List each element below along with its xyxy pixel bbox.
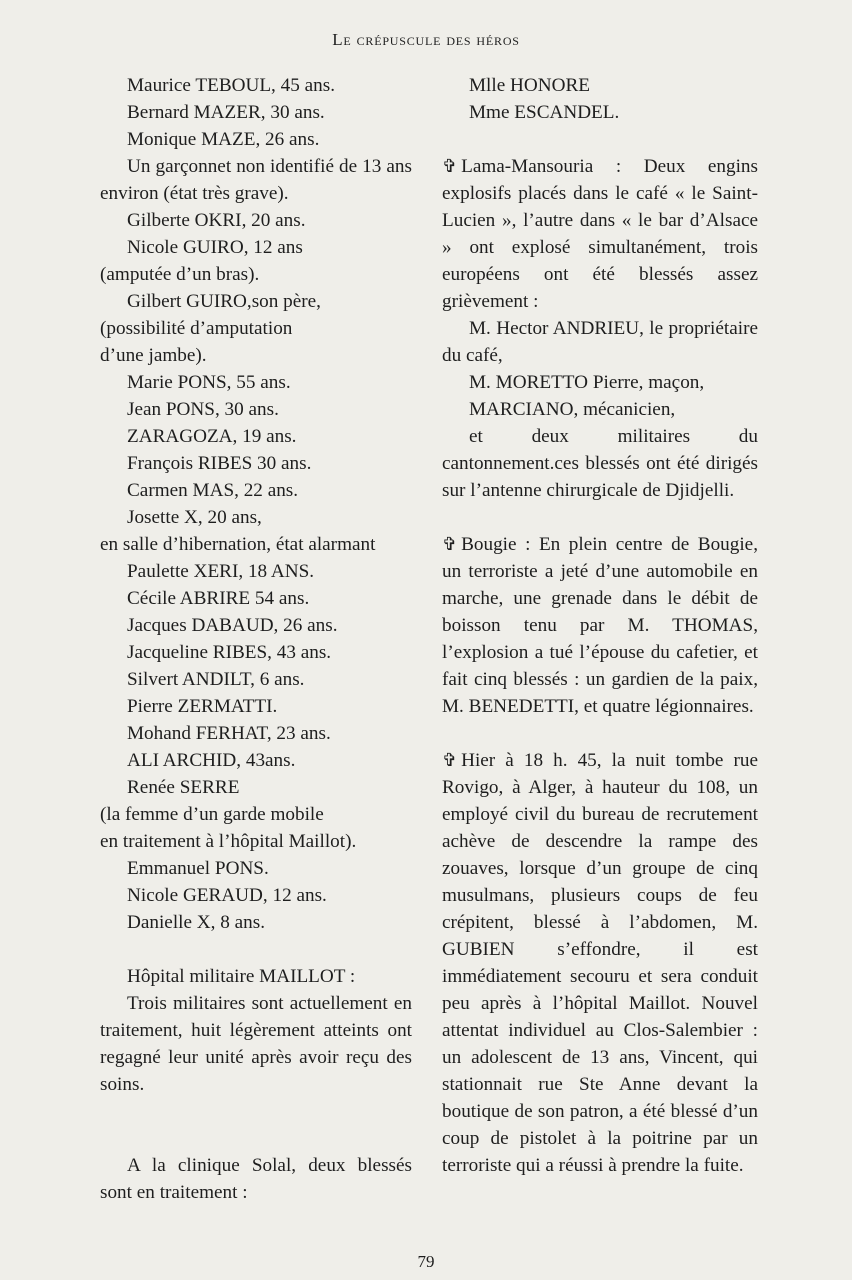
victim-note: (amputée d’un bras).	[100, 264, 260, 285]
victim-name: Pierre ZERMATTI.	[127, 696, 278, 717]
lama-paragraph: ✞ Lama-Mansouria : Deux engins explosifs placés dans le café « le Saint-Lucien », l’autre dans « le bar d’Alsace » ont explosé simultanément, trois européens ont été blessés assez grièvement :	[442, 156, 758, 312]
hier-paragraph: ✞ Hier à 18 h. 45, la nuit tombe rue Rovigo, à Alger, à hauteur du 108, un employé civil du bureau de recrutement achève de descendre la rampe des zouaves, lorsque d’un groupe de cinq musulmans, plusieurs coups de feu crépitent, blessé à l’abdomen, M. GUBIEN s’effondre, il est immédiatement secouru et sera conduit peu après à l’hôpital Maillot. Nouvel attentat individuel au Clos-Salembier : un adolescent de 13 ans, Vincent, qui stationnait rue Ste Anne devant la boutique de son patron, a été blessé d’un coup de pistolet à la poitrine par un terroriste qui a réussi à prendre la fuite.	[442, 750, 758, 1176]
victim-name: Jean PONS, 30 ans.	[127, 399, 279, 420]
victim-note: d’une jambe).	[100, 345, 207, 366]
victim-name: Silvert ANDILT, 6 ans.	[127, 669, 305, 690]
hospital-heading: Hôpital militaire MAILLOT :	[127, 966, 356, 987]
andrieu-line: M. Hector ANDRIEU, le propriétaire du café,	[442, 318, 758, 366]
victim-name: Nicole GUIRO, 12 ans	[127, 237, 303, 258]
victim-name: Renée SERRE	[127, 777, 240, 798]
victim-name: François RIBES 30 ans.	[127, 453, 312, 474]
hospital-paragraph: Trois militaires sont actuellement en traitement, huit légèrement atteints ont regagné leur unité après avoir reçu des soins.	[100, 993, 412, 1095]
victim-name: Josette X, 20 ans,	[127, 507, 262, 528]
victim-name: Nicole GERAUD, 12 ans.	[127, 885, 327, 906]
victim-name: Mlle HONORE	[469, 75, 590, 96]
victim-name: Mme ESCANDEL.	[469, 102, 620, 123]
cross-icon: ✞	[442, 156, 458, 176]
victim-name: Mohand FERHAT, 23 ans.	[127, 723, 331, 744]
victim-note: en salle d’hibernation, état alarmant	[100, 534, 376, 555]
victim-name: Paulette XERI, 18 ANS.	[127, 561, 315, 582]
victim-name: ALI ARCHID, 43ans.	[127, 750, 296, 771]
clinic-paragraph: A la clinique Solal, deux blessés sont en traitement :	[100, 1155, 412, 1203]
right-column	[442, 72, 758, 1233]
victim-note: (la femme d’un garde mobile	[100, 804, 324, 825]
victim-name: Marie PONS, 55 ans.	[127, 372, 291, 393]
moretto-line: M. MORETTO Pierre, maçon,	[469, 372, 705, 393]
bougie-paragraph: ✞ Bougie : En plein centre de Bougie, un terroriste a jeté d’une automobile en marche, une grenade dans le débit de boisson tenu par M. THOMAS, l’explosion a tué l’épouse du cafetier, et fait cinq blessés : un gardien de la paix, M. BENEDETTI, et quatre légionnaires.	[442, 534, 758, 717]
unidentified-victim: Un garçonnet non identifié de 13 ans environ (état très grave).	[100, 156, 412, 204]
cross-icon: ✞	[442, 534, 458, 554]
victim-name: Danielle X, 8 ans.	[127, 912, 266, 933]
cross-icon: ✞	[442, 750, 458, 770]
victim-name: Bernard MAZER, 30 ans.	[127, 102, 325, 123]
victim-name: ZARAGOZA, 19 ans.	[127, 426, 297, 447]
marciano-line: MARCIANO, mécanicien,	[469, 399, 676, 420]
victim-name: Jacqueline RIBES, 43 ans.	[127, 642, 332, 663]
page-number: 79	[417, 1252, 435, 1271]
victim-name: Emmanuel PONS.	[127, 858, 269, 879]
victim-name: Cécile ABRIRE 54 ans.	[127, 588, 310, 609]
victim-name: Monique MAZE, 26 ans.	[127, 129, 320, 150]
victim-note: en traitement à l’hôpital Maillot).	[100, 831, 357, 852]
victim-name: Gilbert GUIRO,son père,	[127, 291, 321, 312]
victim-note: (possibilité d’amputation	[100, 318, 293, 339]
victim-name: Gilberte OKRI, 20 ans.	[127, 210, 306, 231]
left-column	[100, 72, 412, 1206]
victim-name: Maurice TEBOUL, 45 ans.	[127, 75, 335, 96]
running-header: Le crépuscule des héros	[332, 30, 520, 49]
victim-name: Jacques DABAUD, 26 ans.	[127, 615, 338, 636]
militaires-paragraph: et deux militaires du cantonnement.ces blessés ont été dirigés sur l’antenne chirurgicale de Djidjelli.	[442, 426, 758, 501]
victim-name: Carmen MAS, 22 ans.	[127, 480, 299, 501]
